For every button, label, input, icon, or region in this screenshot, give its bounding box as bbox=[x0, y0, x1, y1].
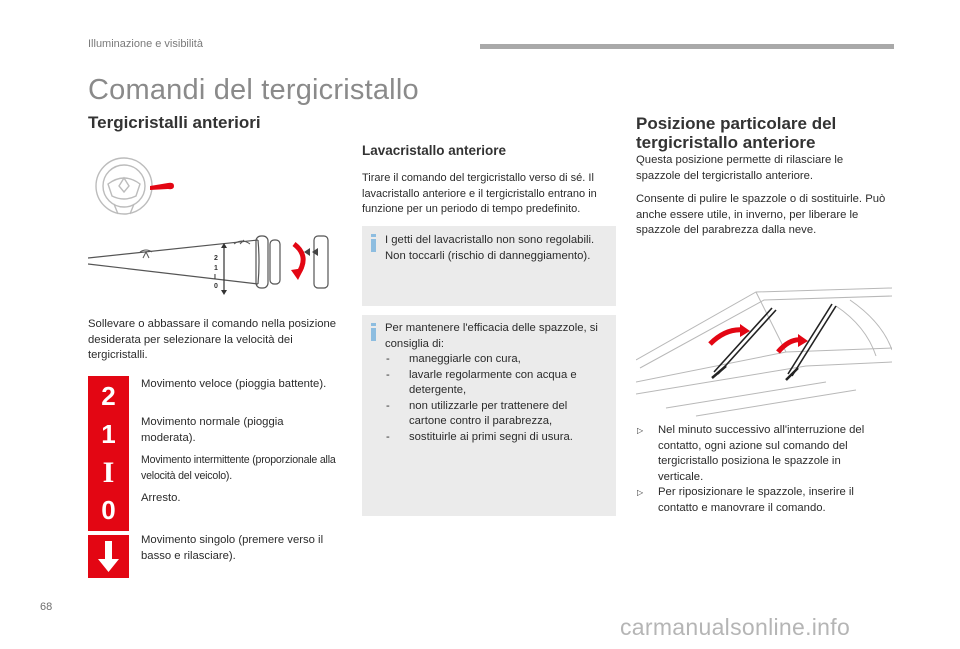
svg-text:0: 0 bbox=[214, 283, 218, 290]
heading-special-position: Posizione particolare del tergicristallo anteriore bbox=[636, 114, 837, 152]
washer-paragraph: Tirare il comando del tergicristallo verso di sé. Il lavacristallo anteriore e il tergicristallo entrano in funzione per un periodo di tempo predefinito. bbox=[362, 172, 597, 215]
info-icon bbox=[369, 234, 378, 252]
speed-1-icon: 1 bbox=[88, 414, 129, 455]
heading-front-washer: Lavacristallo anteriore bbox=[362, 143, 507, 158]
list-item: ▷ Nel minuto successivo all'interruzione del contatto, ogni azione sul comando del tergicristallo posiziona le spazzole in verticale. bbox=[636, 423, 886, 485]
special-bullets bbox=[636, 423, 886, 516]
note-blades-intro: Per mantenere l'efficacia delle spazzole, si consiglia di: bbox=[385, 322, 598, 350]
list-item: - sostituirle ai primi segni di usura. bbox=[385, 430, 607, 446]
stalk-lever bbox=[88, 236, 328, 288]
mode-fast-text: Movimento veloce (pioggia battente). bbox=[141, 378, 327, 390]
mode-intermittent-text: Movimento intermittente (proporzionale alla velocità del veicolo). bbox=[141, 454, 336, 482]
special-p2: Consente di pulire le spazzole o di sostituirle. Può anche essere utile, in inverno, per liberare le spazzole del parabrezza dalla neve. bbox=[636, 193, 886, 236]
heading-front-wipers: Tergicristalli anteriori bbox=[88, 113, 261, 132]
page-title: Comandi del tergicristallo bbox=[88, 74, 419, 106]
speed-2-icon: 2 bbox=[88, 376, 129, 417]
section-header: Illuminazione e visibilità bbox=[88, 38, 203, 50]
header-bar bbox=[480, 44, 894, 49]
steering-wheel-icon bbox=[96, 158, 152, 214]
position-ticks bbox=[214, 255, 218, 290]
mode-single-text: Movimento singolo (premere verso il basso e rilasciare). bbox=[141, 534, 324, 562]
stop-0-icon: 0 bbox=[88, 490, 129, 531]
list-item: - lavarle regolarmente con acqua e detergente, bbox=[385, 368, 607, 399]
stalk-highlight bbox=[150, 183, 174, 190]
lift-arrow-left bbox=[710, 330, 744, 344]
special-p1: Questa posizione permette di rilasciare le spazzole del tergicristallo anteriore. bbox=[636, 154, 844, 182]
note-blades-content bbox=[385, 321, 607, 445]
list-item: - maneggiarle con cura, bbox=[385, 352, 607, 368]
windshield-illustration bbox=[636, 286, 892, 418]
svg-text:I: I bbox=[214, 274, 216, 281]
mode-stop-text: Arresto. bbox=[141, 492, 181, 504]
list-item: - non utilizzarle per trattenere del cartone contro il parabrezza, bbox=[385, 399, 607, 430]
wiper-stalk-illustration bbox=[88, 148, 348, 296]
wash-symbol-icon bbox=[140, 250, 152, 258]
svg-text:2: 2 bbox=[214, 255, 218, 262]
intro-text: Sollevare o abbassare il comando nella posizione desiderata per selezionare la velocità dei tergicristalli. bbox=[88, 318, 337, 361]
mode-normal-text: Movimento normale (pioggia moderata). bbox=[141, 416, 284, 444]
pull-arrow-icon bbox=[304, 248, 318, 256]
list-item: ▷ Per riposizionare le spazzole, inserire il contatto e manovrare il comando. bbox=[636, 485, 886, 516]
info-note-jets bbox=[362, 226, 616, 306]
watermark: carmanualsonline.info bbox=[620, 614, 851, 640]
intermittent-icon: I bbox=[88, 452, 129, 493]
info-icon bbox=[369, 323, 378, 341]
page-number: 68 bbox=[40, 601, 53, 613]
wiper-blade-left bbox=[712, 308, 776, 378]
note-jets-text: I getti del lavacristallo non sono regolabili. Non toccarli (rischio di danneggiamento). bbox=[385, 234, 595, 262]
svg-text:1: 1 bbox=[214, 265, 218, 272]
arrow-down-icon bbox=[88, 535, 129, 578]
info-note-blades bbox=[362, 315, 616, 516]
